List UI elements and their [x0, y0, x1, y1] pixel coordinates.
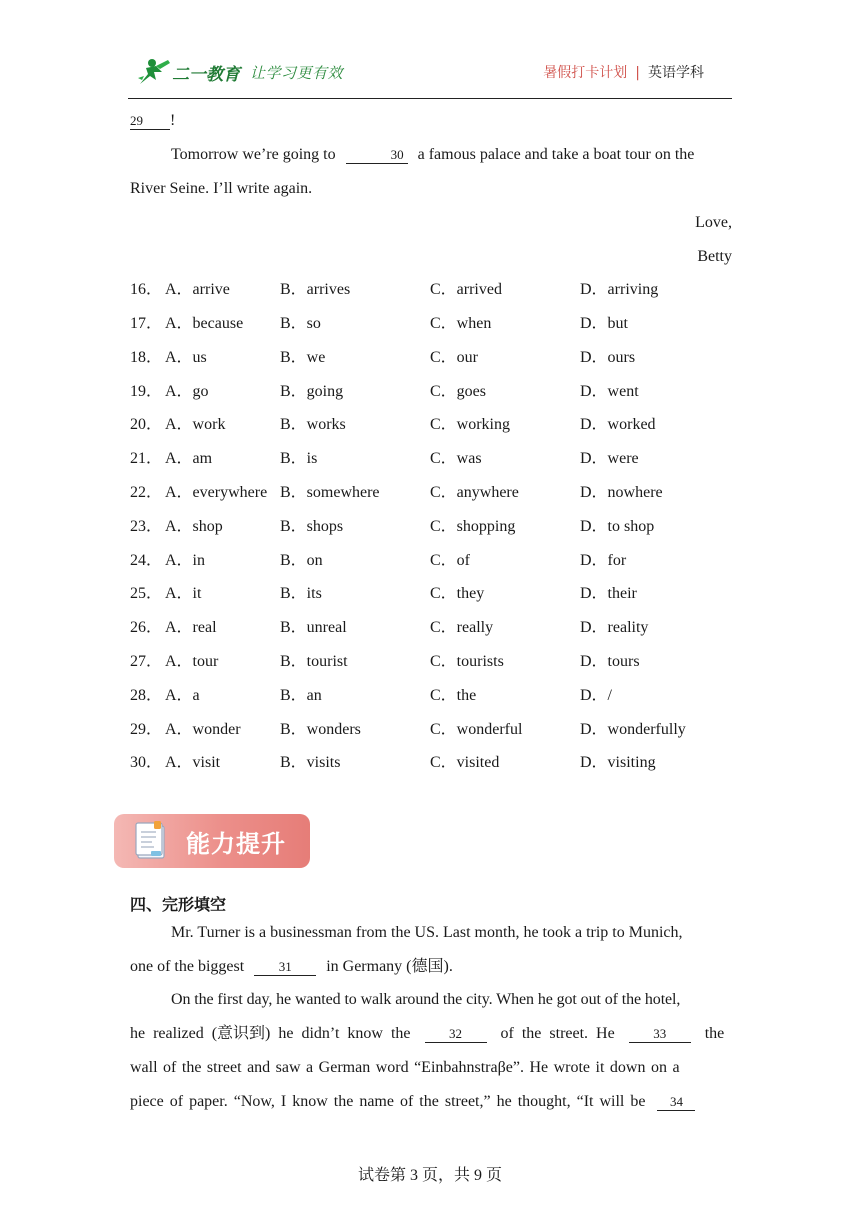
blank-29-after: !	[170, 112, 176, 129]
passage-p2-line2	[130, 1017, 732, 1051]
option-a[interactable]: A．us	[165, 349, 207, 366]
header-right	[543, 62, 704, 82]
blank-32[interactable]: 32	[425, 1026, 487, 1043]
passage-p2-line4-before: piece of paper. “Now, I know the name of the street,” he thought, “It will be	[130, 1093, 646, 1110]
question-number: 18．	[130, 349, 163, 366]
question-number: 30．	[130, 754, 163, 771]
option-d[interactable]: D．for	[580, 552, 627, 569]
option-c[interactable]: C．goes	[430, 383, 487, 400]
passage-p1-line2	[130, 950, 732, 984]
option-a[interactable]: A．go	[165, 383, 209, 400]
option-d[interactable]: D．/	[580, 687, 613, 704]
question-30	[130, 746, 730, 780]
question-number: 20．	[130, 416, 163, 433]
question-number: 27．	[130, 653, 163, 670]
header-subject: 英语学科	[648, 65, 704, 81]
option-d[interactable]: D．tours	[580, 653, 640, 670]
passage-p2-line1: On the first day, he wanted to walk around the city. When he got out of the hotel,	[171, 991, 681, 1008]
question-22	[130, 476, 730, 510]
letter-closing: Love,	[695, 214, 732, 231]
passage-p2-line2-c: the	[704, 1025, 725, 1042]
header-separator: |	[635, 65, 640, 81]
question-26	[130, 611, 730, 645]
option-c[interactable]: C．the	[430, 687, 477, 704]
question-23	[130, 510, 730, 544]
question-17	[130, 307, 730, 341]
blank-30[interactable]: 30	[346, 147, 408, 164]
option-b[interactable]: B．going	[280, 383, 344, 400]
option-b[interactable]: B．so	[280, 315, 321, 332]
letter-line-1-after: a famous palace and take a boat tour on the	[417, 146, 695, 163]
option-d[interactable]: D．but	[580, 315, 629, 332]
option-a[interactable]: A．tour	[165, 653, 219, 670]
question-28	[130, 679, 730, 713]
option-b[interactable]: B．unreal	[280, 619, 347, 636]
question-number: 19．	[130, 383, 163, 400]
blank-31[interactable]: 31	[254, 959, 316, 976]
option-b[interactable]: B．visits	[280, 754, 341, 771]
option-c[interactable]: C．arrived	[430, 281, 502, 298]
question-number: 25．	[130, 585, 163, 602]
document-icon	[134, 820, 170, 862]
option-c[interactable]: C．was	[430, 450, 482, 467]
question-number: 21．	[130, 450, 163, 467]
option-a[interactable]: A．shop	[165, 518, 223, 535]
option-a[interactable]: A．visit	[165, 754, 221, 771]
question-18	[130, 341, 730, 375]
question-24	[130, 544, 730, 578]
passage-p1-line2-after: in Germany (德国).	[326, 958, 453, 975]
passage-p2-line4	[130, 1085, 732, 1119]
option-b[interactable]: B．wonders	[280, 721, 361, 738]
page-footer: 试卷第 3 页，共 9 页	[357, 1167, 502, 1184]
question-19	[130, 375, 730, 409]
option-a[interactable]: A．in	[165, 552, 206, 569]
question-number: 16．	[130, 281, 163, 298]
blank-34[interactable]: 34	[657, 1094, 695, 1111]
section-title: 四、完形填空	[130, 895, 227, 914]
slogan: 让学习更有效	[250, 64, 344, 82]
option-c[interactable]: C．when	[430, 315, 492, 332]
option-a[interactable]: A．am	[165, 450, 213, 467]
option-b[interactable]: B．arrives	[280, 281, 351, 298]
option-a[interactable]: A．arrive	[165, 281, 230, 298]
blank-33[interactable]: 33	[629, 1026, 691, 1043]
option-a[interactable]: A．wonder	[165, 721, 241, 738]
passage-p2-line3: wall of the street and saw a German word “Einbahnstraβe”. He wrote it down on a	[130, 1059, 680, 1076]
option-b[interactable]: B．somewhere	[280, 484, 380, 501]
option-d[interactable]: D．worked	[580, 416, 656, 433]
option-d[interactable]: D．wonderfully	[580, 721, 686, 738]
option-c[interactable]: C．shopping	[430, 518, 516, 535]
page-header	[128, 54, 732, 99]
option-c[interactable]: C．visited	[430, 754, 500, 771]
option-a[interactable]: A．because	[165, 315, 244, 332]
option-c[interactable]: C．they	[430, 585, 485, 602]
question-16	[130, 273, 730, 307]
option-a[interactable]: A．a	[165, 687, 200, 704]
logo-icon	[134, 56, 246, 88]
question-29	[130, 713, 730, 747]
option-c[interactable]: C．working	[430, 416, 511, 433]
question-number: 28．	[130, 687, 163, 704]
letter-signature: Betty	[697, 248, 732, 265]
option-c[interactable]: C．anywhere	[430, 484, 519, 501]
question-number: 23．	[130, 518, 163, 535]
option-b[interactable]: B．we	[280, 349, 326, 366]
logo-text: 二一教育	[172, 65, 240, 85]
option-b[interactable]: B．tourist	[280, 653, 348, 670]
question-number: 24．	[130, 552, 163, 569]
option-c[interactable]: C．tourists	[430, 653, 504, 670]
banner-title: 能力提升	[186, 830, 286, 858]
option-a[interactable]: A．work	[165, 416, 226, 433]
ability-banner	[114, 814, 310, 868]
option-d[interactable]: D．to shop	[580, 518, 655, 535]
option-d[interactable]: D．arriving	[580, 281, 659, 298]
question-number: 17．	[130, 315, 163, 332]
option-d[interactable]: D．reality	[580, 619, 649, 636]
passage-p1-line1: Mr. Turner is a businessman from the US. Last month, he took a trip to Munich,	[171, 924, 683, 941]
question-number: 29．	[130, 721, 163, 738]
question-number: 22．	[130, 484, 163, 501]
question-27	[130, 645, 730, 679]
option-b[interactable]: B．on	[280, 552, 323, 569]
option-b[interactable]: B．its	[280, 585, 322, 602]
letter-line-1-before: Tomorrow we’re going to	[171, 146, 336, 163]
option-a[interactable]: A．it	[165, 585, 202, 602]
passage-p1-line2-before: one of the biggest	[130, 958, 245, 975]
option-c[interactable]: C．our	[430, 349, 479, 366]
option-c[interactable]: C．really	[430, 619, 494, 636]
option-b[interactable]: B．an	[280, 687, 322, 704]
option-c[interactable]: C．wonderful	[430, 721, 523, 738]
question-number: 26．	[130, 619, 163, 636]
letter-line-29	[130, 104, 732, 138]
option-d[interactable]: D．their	[580, 585, 637, 602]
header-plan: 暑假打卡计划	[543, 65, 628, 81]
option-b[interactable]: B．is	[280, 450, 318, 467]
option-d[interactable]: D．nowhere	[580, 484, 663, 501]
blank-29[interactable]: 29	[130, 113, 170, 130]
letter-line-1	[130, 138, 732, 172]
option-b[interactable]: B．shops	[280, 518, 344, 535]
option-a[interactable]: A．everywhere	[165, 484, 268, 501]
option-d[interactable]: D．were	[580, 450, 639, 467]
option-d[interactable]: D．went	[580, 383, 639, 400]
option-b[interactable]: B．works	[280, 416, 346, 433]
passage-p2-line2-a: he realized (意识到) he didn’t know the	[130, 1025, 411, 1042]
option-d[interactable]: D．ours	[580, 349, 636, 366]
question-21	[130, 442, 730, 476]
question-20	[130, 408, 730, 442]
letter-line-2: River Seine. I’ll write again.	[130, 180, 313, 197]
passage-p2-line2-b: of the street. He	[500, 1025, 615, 1042]
option-c[interactable]: C．of	[430, 552, 471, 569]
question-25	[130, 577, 730, 611]
option-d[interactable]: D．visiting	[580, 754, 656, 771]
option-a[interactable]: A．real	[165, 619, 217, 636]
